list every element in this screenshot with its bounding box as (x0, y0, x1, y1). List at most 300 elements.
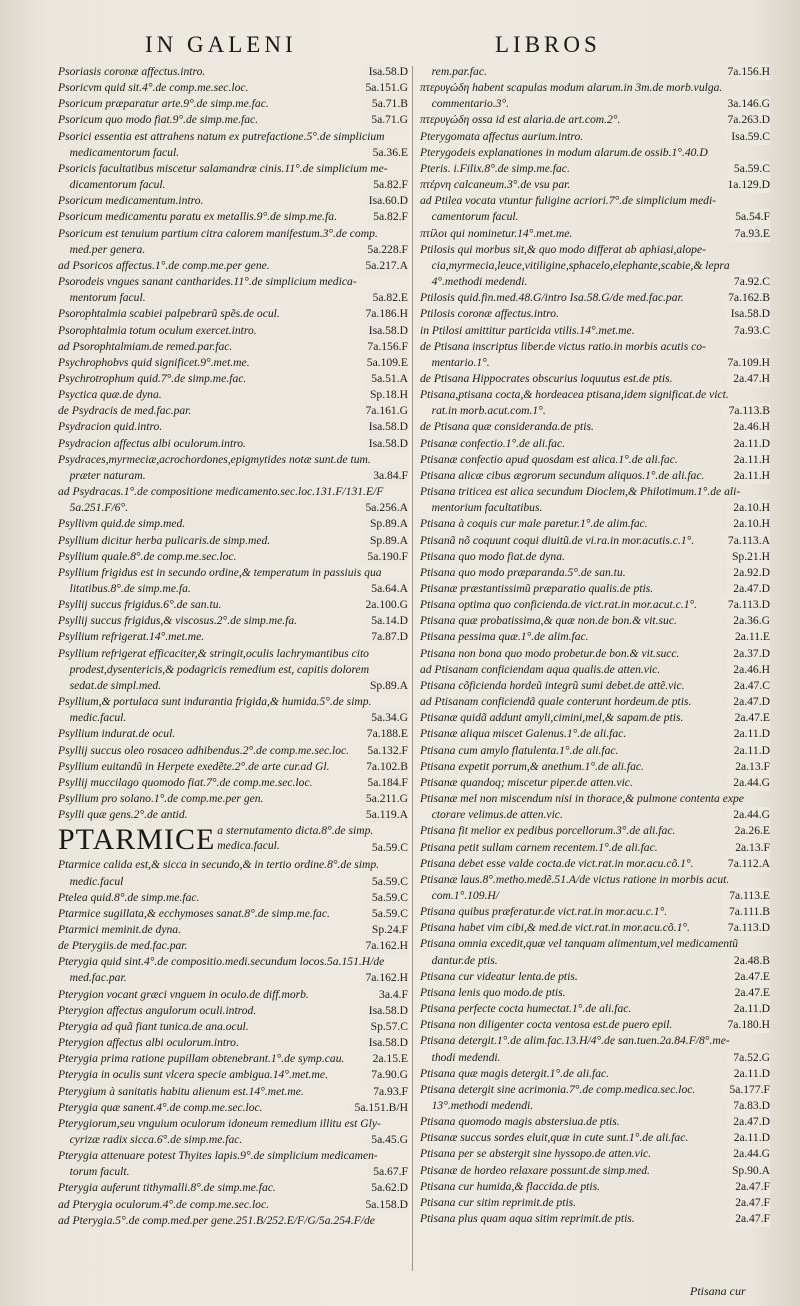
entry-text: Ptisana pessima quæ.1°.de alim.fac. (420, 630, 589, 644)
index-entry (420, 129, 770, 145)
entry-reference: 2a.48.B (728, 953, 770, 969)
entry-text: Psoricum medicamentum.intro. (58, 194, 204, 208)
entry-reference: 2a.44.G (727, 1146, 770, 1162)
index-entry (58, 1084, 408, 1100)
entry-reference: 5a.59.C (728, 161, 770, 177)
entry-reference: 5a.59.C (371, 841, 408, 855)
entry-text: ad Pterygia oculorum.4°.de comp.me.sec.loc. (58, 1197, 270, 1211)
index-entry (420, 436, 770, 452)
index-entry (420, 1163, 770, 1179)
entry-text: sedat.de simpl.med. (58, 678, 162, 692)
entry-reference: 7a.93.F (367, 1084, 408, 1100)
index-entry (58, 484, 408, 500)
entry-reference: 7a.113.B (723, 403, 770, 419)
index-entry (58, 823, 408, 857)
entry-reference: 7a.162.H (359, 938, 408, 954)
index-entry (58, 759, 408, 775)
index-entry (420, 339, 770, 355)
entry-text: Ptisana cur videatur lenta.de ptis. (420, 969, 578, 983)
entry-reference: 5a.59.C (366, 890, 408, 906)
entry-reference: 7a.92.C (728, 274, 770, 290)
index-entry (58, 1100, 408, 1116)
entry-text: de Ptisana Hippocrates obscurius loquutus est.de ptis. (420, 371, 673, 385)
index-entry (420, 1098, 770, 1114)
entry-text: de Ptisana quæ consideranda.de ptis. (420, 420, 594, 434)
index-entry (58, 922, 408, 938)
entry-reference: Isa.59.C (725, 129, 770, 145)
entry-text: Psoriasis coronæ affectus.intro. (58, 65, 206, 78)
index-entry (420, 193, 770, 209)
entry-reference: Isa.58.D (363, 1035, 408, 1051)
entry-text: mentorium facultatibus. (420, 501, 543, 515)
entry-reference: 2a.11.H (728, 468, 770, 484)
entry-text: Ptisana omnia excedit,quæ vel tanquam alimentum,vel medicamentũ (420, 937, 739, 951)
entry-reference: 7a.156.H (721, 64, 770, 80)
index-entry (420, 581, 770, 597)
entry-reference: Isa.58.D (363, 436, 408, 452)
index-entry (58, 226, 408, 242)
entry-text: Psoricis facultatibus miscetur salamandræ cinis.11°.de simplicium me- (58, 161, 388, 175)
index-entry (58, 80, 408, 96)
entry-reference: 2a.10.H (727, 500, 770, 516)
index-entry (420, 484, 770, 500)
entry-text: Psoricum quo modo fiat.9°.de simp.me.fac. (58, 113, 259, 127)
entry-text: Psyctica quæ.de dyna. (58, 388, 162, 402)
index-entry (420, 1001, 770, 1017)
entry-text: Pterygodeis explanationes in modum alarum.de ossib.1°.40.D (420, 145, 708, 159)
entry-text: Ptilosis coronæ affectus.intro. (420, 307, 559, 321)
entry-text: Ptisanæ laus.8°.metho.medẽ.51.A/de victus ratione in morbis acut. (420, 872, 730, 886)
entry-reference: 2a.11.E (729, 629, 770, 645)
entry-reference: 5a.158.D (359, 1197, 408, 1213)
entry-text: mentorum facul. (58, 291, 146, 305)
entry-text: Psyllium euitandũ in Herpete exedẽte.2°.de arte cur.ad Gl. (58, 759, 330, 773)
entry-reference: Sp.89.A (364, 533, 408, 549)
entry-text: Pterygion affectus angulorum oculi.introd. (58, 1003, 257, 1017)
entry-reference: 7a.186.H (359, 306, 408, 322)
entry-text: Ptisana à coquis cur male paretur.1°.de alim.fac. (420, 517, 648, 531)
index-entry (58, 274, 408, 290)
entry-text: Psyllij succus frigidus.6°.de san.tu. (58, 598, 222, 612)
index-entry (420, 710, 770, 726)
entry-text: Psorophtalmia totum oculum exercet.intro. (58, 323, 257, 337)
entry-reference: 5a.67.F (367, 1164, 408, 1180)
entry-text: rem.par.fac. (420, 65, 487, 78)
index-entry (420, 242, 770, 258)
entry-text: Psoricum medicamentu paratu ex metallis.9°.de simp.me.fa. (58, 210, 337, 224)
entry-reference: 5a.184.F (361, 775, 408, 791)
index-entry (58, 1197, 408, 1213)
index-entry (420, 452, 770, 468)
index-entry (420, 1066, 770, 1082)
entry-text: Ptisanæ confectio apud quosdam est alica.1°.de ali.fac. (420, 452, 678, 466)
index-entry (420, 565, 770, 581)
index-entry (58, 500, 408, 516)
entry-text: Psyllium frigidus est in secundo ordine,& temperatum in passiuis qua (58, 565, 382, 579)
entry-text: de Pterygiis.de med.fac.par. (58, 939, 188, 953)
entry-text: Psyllij succus oleo rosaceo adhibendus.2°.de comp.me.sec.loc. (58, 743, 350, 757)
index-entry (58, 1132, 408, 1148)
index-entry (420, 678, 770, 694)
index-entry (420, 840, 770, 856)
entry-reference: 2a.10.H (727, 516, 770, 532)
index-entry (58, 403, 408, 419)
entry-reference: 2a.47.C (728, 678, 770, 694)
entry-reference: 2a.11.D (728, 1001, 770, 1017)
entry-text: Ptisanæ succus sordes eluit,quæ in cute sunt.1°.de ali.fac. (420, 1131, 689, 1145)
entry-reference: 1a.129.D (721, 177, 770, 193)
entry-text: Ptisanæ de hordeo relaxare possunt.de simp.med. (420, 1163, 650, 1177)
index-entry (420, 516, 770, 532)
entry-text: ad Ptisanam conficiendam aqua qualis.de atten.vic. (420, 662, 661, 676)
entry-reference: Isa.58.D (363, 323, 408, 339)
index-entry (420, 694, 770, 710)
index-entry (58, 64, 408, 80)
entry-text: Psorici essentia est attrahens natum ex putrefactione.5°.de simplicium (58, 129, 385, 143)
entry-reference: 7a.162.B (722, 290, 770, 306)
entry-text: Ptisana habet vim cibi,& med.de vict.rat.in mor.acu.cõ.1°. (420, 921, 690, 935)
entry-text: Pterygiorum,seu vnguium oculorum idoneum remedium illitu est Gly- (58, 1116, 381, 1130)
entry-text: Ptisana detergit sine acrimonia.7°.de comp.medica.sec.loc. (420, 1082, 696, 1096)
entry-text: Ptisanæ quandoq; miscetur piper.de atten.vic. (420, 775, 633, 789)
entry-text: Psorodeis vngues sanant cantharides.11°.de simplicium medica- (58, 275, 357, 289)
entry-text: Pterygion affectus albi oculorum.intro. (58, 1036, 239, 1050)
index-entry (420, 371, 770, 387)
entry-reference: 2a.47.E (729, 710, 770, 726)
index-entry (58, 1213, 408, 1229)
entry-reference: 7a.162.H (359, 970, 408, 986)
index-entry (420, 258, 770, 274)
entry-text: Psyllium quale.8°.de comp.me.sec.loc. (58, 549, 237, 563)
entry-reference: Sp.90.A (726, 1163, 770, 1179)
entry-reference: 7a.52.G (727, 1050, 770, 1066)
index-entry (420, 323, 770, 339)
index-entry (420, 387, 770, 403)
entry-reference: Sp.24.F (366, 922, 408, 938)
index-entry (58, 516, 408, 532)
entry-text: Psyllium pro solano.1°.de comp.me.per gen. (58, 792, 264, 806)
entry-text: πτέρνη calcaneum.3°.de vsu par. (420, 178, 571, 192)
entry-text: Ptelea quid.8°.de simp.me.fac. (58, 890, 200, 904)
index-entry (58, 1067, 408, 1083)
entry-reference: 2a.47.F (729, 1179, 770, 1195)
entry-text: πτερυγώδη habent scapulas modum alarum.in 3m.de morb.vulga. (420, 81, 723, 95)
entry-reference: 7a.109.H (721, 355, 770, 371)
entry-text: cia,myrmecia,leuce,vitiligine,sphacelo,elephante,scabie,& lepra (420, 258, 730, 272)
index-entry (420, 807, 770, 823)
entry-text: medica.facul. (217, 839, 280, 853)
index-entry (58, 662, 408, 678)
entry-text: Psyllium refrigerat efficaciter,& stringit,oculis lachrymantibus cito (58, 646, 369, 660)
index-entry (58, 1003, 408, 1019)
index-entry (420, 355, 770, 371)
entry-text: Ptisana quo modo fiat.de dyna. (420, 549, 565, 563)
entry-text: med.per genera. (58, 242, 146, 256)
index-entry (58, 906, 408, 922)
index-entry (58, 290, 408, 306)
entry-reference: 2a.11.D (728, 743, 770, 759)
index-entry (58, 387, 408, 403)
entry-text: cyrizæ radix sicca.6°.de simp.me.fac. (58, 1133, 243, 1146)
entry-reference: 5a.211.G (360, 791, 408, 807)
index-entry (58, 436, 408, 452)
entry-text: Ptisana cur humida,& flaccida.de ptis. (420, 1179, 601, 1193)
entry-reference: 7a.83.D (727, 1098, 770, 1114)
entry-reference: 7a.112.A (722, 856, 770, 872)
entry-reference: Isa.58.D (725, 306, 770, 322)
entry-reference: 5a.82.E (367, 290, 408, 306)
entry-reference: 7a.87.D (365, 629, 408, 645)
entry-reference: 2a.11.D (728, 1130, 770, 1146)
index-entry (58, 242, 408, 258)
entry-reference: Sp.18.H (364, 387, 408, 403)
index-entry (58, 1148, 408, 1164)
index-entry (58, 807, 408, 823)
index-entry (58, 678, 408, 694)
entry-text: Psoricum præparatur arte.9°.de simp.me.fac. (58, 97, 269, 111)
entry-reference: 2a.47.H (727, 371, 770, 387)
entry-text: Psylli quæ gens.2°.de antid. (58, 808, 188, 822)
entry-reference: 7a.188.E (361, 726, 408, 742)
entry-text: Ptilosis quid.fin.med.48.G/intro Isa.58.G/de med.fac.par. (420, 291, 684, 305)
entry-text: litatibus.8°.de simp.me.fa. (58, 582, 191, 595)
entry-text: Ptilosis qui morbus sit,& quo modo differat ab aphiasi,alope- (420, 242, 706, 256)
index-entry (420, 306, 770, 322)
entry-text: Ptarmici meminit.de dyna. (58, 922, 181, 936)
index-entry (420, 226, 770, 242)
entry-text: thodi medendi. (420, 1050, 501, 1064)
entry-reference: 2a.11.D (728, 1066, 770, 1082)
entry-reference: 5a.64.A (365, 581, 408, 597)
index-entry (58, 193, 408, 209)
entry-reference: 2a.13.F (729, 840, 770, 856)
entry-text: Pterygium à sanitatis habitu alienum est.14°.met.me. (58, 1084, 304, 1098)
entry-reference: 5a.62.D (365, 1180, 408, 1196)
entry-text: Psyllivm quid.de simp.med. (58, 517, 186, 531)
entry-reference: 2a.47.E (729, 969, 770, 985)
index-entry (58, 1180, 408, 1196)
entry-reference: 2a.11.D (728, 726, 770, 742)
entry-text: ad Psoricos affectus.1°.de comp.me.per gene. (58, 258, 270, 272)
entry-reference: 7a.263.D (721, 112, 770, 128)
entry-reference: Isa.58.D (363, 419, 408, 435)
entry-text: Ptisana expetit porrum,& anethum.1°.de ali.fac. (420, 759, 644, 773)
index-entry (58, 177, 408, 193)
entry-reference: 5a.34.G (365, 710, 408, 726)
entry-reference: 7a.113.D (722, 597, 770, 613)
entry-text: Psydracion quid.intro. (58, 420, 163, 434)
index-entry (58, 1035, 408, 1051)
index-entry (420, 145, 770, 161)
index-entry (420, 613, 770, 629)
entry-reference: Sp.57.C (365, 1019, 408, 1035)
entry-text: dantur.de ptis. (420, 953, 498, 967)
entry-reference: 5a.71.G (365, 112, 408, 128)
index-entry (58, 339, 408, 355)
entry-reference: 5a.228.F (361, 242, 408, 258)
entry-text: a sternutamento dicta.8°.de simp. (217, 824, 374, 838)
index-entry (420, 872, 770, 888)
entry-text: Ptisanæ præstantissimũ præparatio qualis.de ptis. (420, 582, 654, 595)
entry-reference: 2a.13.F (729, 759, 770, 775)
entry-reference: 5a.45.G (365, 1132, 408, 1148)
entry-reference: 5a.59.C (366, 906, 408, 922)
entry-text: de Ptisana inscriptus liber.de victus ratio.in morbis acutis co- (420, 339, 706, 353)
entry-text: Pterygia quid sint.4°.de compositio.medi.secundum locos.5a.151.H/de (58, 955, 385, 969)
entry-text: Ptisana detergit.1°.de alim.fac.13.H/4°.de san.tuen.2a.84.F/8°.me- (420, 1034, 730, 1048)
entry-text: Ptisana quæ probatissima,& quæ non.de bon.& vit.suc. (420, 614, 677, 628)
entry-text: ad Pterygia.5°.de comp.med.per gene.251.B/252.E/F/G/5a.254.F/de (58, 1213, 375, 1227)
index-entry (58, 938, 408, 954)
index-entry (420, 96, 770, 112)
entry-text: ad Ptilea vocata vtuntur fuligine acriori.7°.de simplicium medi- (420, 194, 717, 208)
entry-reference: 5a.119.A (360, 807, 408, 823)
entry-text: Psoricvm quid sit.4°.de comp.me.sec.loc. (58, 81, 249, 95)
header-left-title: IN GALENI (145, 32, 297, 57)
entry-text: Pterygia in oculis sunt vlcera specie ambigua.14°.met.me. (58, 1068, 328, 1082)
entry-text: Psyllij muccilago quomodo fiat.7°.de comp.me.sec.loc. (58, 775, 313, 789)
index-entry (420, 904, 770, 920)
index-entry (58, 613, 408, 629)
index-entry (58, 209, 408, 225)
entry-reference: 5a.71.B (366, 96, 408, 112)
index-entry (58, 468, 408, 484)
entry-text: Ptarmice calida est,& sicca in secundo,& in tertio ordine.8°.de simp. (58, 858, 380, 872)
index-entry (420, 791, 770, 807)
entry-text: ad Psydracas.1°.de compositione medicamento.sec.loc.131.F/131.E/F (58, 485, 384, 499)
entry-reference: 2a.100.G (359, 597, 408, 613)
entry-reference: 7a.113.A (722, 533, 770, 549)
index-entry (58, 970, 408, 986)
entry-reference: 2a.47.D (727, 694, 770, 710)
entry-reference: 7a.113.D (722, 920, 770, 936)
entry-reference: 5a.132.F (361, 743, 408, 759)
entry-text: Psydracion affectus albi oculorum.intro. (58, 436, 246, 450)
entry-reference: 7a.156.F (361, 339, 408, 355)
index-entry (420, 1114, 770, 1130)
entry-text: Psyllij succus frigidus,& viscosus.2°.de simp.me.fa. (58, 614, 298, 628)
index-entry (420, 1082, 770, 1098)
index-entry (420, 274, 770, 290)
index-entry (58, 96, 408, 112)
entry-text: mentario.1°. (420, 355, 490, 369)
index-entry (58, 857, 408, 873)
entry-text: Ptisana quo modo præparanda.5°.de san.tu. (420, 565, 626, 579)
entry-text: Ptarmice sugillata,& ecchymoses sanat.8°.de simp.me.fac. (58, 906, 330, 920)
index-entry (420, 743, 770, 759)
index-entry (420, 1050, 770, 1066)
entry-reference: 2a.26.E (729, 823, 770, 839)
index-entry (420, 209, 770, 225)
index-entry (58, 323, 408, 339)
entry-text: Ptisanæ confectio.1°.de ali.fac. (420, 436, 566, 450)
index-entry (420, 161, 770, 177)
entry-reference: Sp.89.A (364, 516, 408, 532)
index-entry (420, 1195, 770, 1211)
index-entry (420, 1130, 770, 1146)
entry-text: Ptisana quomodo magis abstersiua.de ptis. (420, 1115, 620, 1129)
index-entry (58, 1051, 408, 1067)
entry-text: Ptisana quæ magis detergit.1°.de ali.fac. (420, 1066, 610, 1080)
entry-text: ad Ptisanam conficiendã quale conterunt hordeum.de ptis. (420, 695, 692, 709)
entry-text: Ptisana cõficienda hordeũ integrũ sumi debet.de attẽ.vic. (420, 678, 685, 692)
entry-text: Ptisanæ quidã addunt amyli,cimini,mel,& sapam.de ptis. (420, 711, 684, 725)
index-entry (420, 823, 770, 839)
index-entry (420, 629, 770, 645)
index-entry (420, 726, 770, 742)
entry-text: Ptisana optima quo conficienda.de vict.rat.in mor.acut.c.1°. (420, 598, 698, 612)
entry-text: Psyllium refrigerat.14°.met.me. (58, 630, 205, 644)
index-entry (58, 355, 408, 371)
index-entry (420, 419, 770, 435)
entry-reference: 5a.82.F (367, 177, 408, 193)
index-entry (420, 985, 770, 1001)
index-entry (58, 775, 408, 791)
entry-text: Ptisana triticea est alica secundum Dioclem,& Philotimum.1°.de ali- (420, 485, 741, 499)
index-entry (58, 258, 408, 274)
entry-reference: 2a.46.H (727, 662, 770, 678)
entry-reference: 2a.47.D (727, 1114, 770, 1130)
entry-text: de Psydracis de med.fac.par. (58, 404, 192, 418)
index-entry (420, 856, 770, 872)
index-entry (420, 597, 770, 613)
index-entry (420, 177, 770, 193)
index-entry (58, 419, 408, 435)
index-entry (58, 954, 408, 970)
entry-text: Psyllium dicitur herba pulicaris.de simp.med. (58, 533, 271, 547)
index-entry (58, 743, 408, 759)
index-entry (58, 112, 408, 128)
entry-reference: 5a.256.A (359, 500, 408, 516)
entry-reference: 7a.102.B (360, 759, 408, 775)
entry-text: Psorophtalmia scabiei palpebrarũ spẽs.de ocul. (58, 307, 280, 321)
entry-reference: 2a.11.D (728, 436, 770, 452)
entry-reference: 2a.11.H (728, 452, 770, 468)
index-entry (58, 987, 408, 1003)
entry-text: Ptisana lenis quo modo.de ptis. (420, 985, 566, 999)
index-entry (420, 1017, 770, 1033)
index-entry (58, 710, 408, 726)
entry-text: ad Psorophtalmiam.de remed.par.fac. (58, 339, 233, 353)
index-entry (58, 533, 408, 549)
entry-text: πτίλοι qui nominetur.14°.met.me. (420, 226, 573, 240)
entry-reference: Sp.89.A (364, 678, 408, 694)
entry-text: 13°.methodi medendi. (420, 1099, 534, 1112)
entry-text: Ptisanæ mel non miscendum nisi in thorace,& pulmone contenta expe (420, 792, 744, 806)
index-entry (420, 468, 770, 484)
index-entry (420, 112, 770, 128)
index-entry (58, 306, 408, 322)
entry-reference: 7a.113.E (723, 888, 770, 904)
index-entry (58, 791, 408, 807)
entry-text: Psyllium indurat.de ocul. (58, 727, 176, 741)
entry-reference: Isa.58.D (363, 1003, 408, 1019)
entry-reference: 5a.54.F (729, 209, 770, 225)
entry-text: Ptisana debet esse valde cocta.de vict.rat.in mor.acu.cõ.1°. (420, 856, 694, 870)
entry-text: Psydraces,myrmeciæ,acrochordones,epigmytides notæ sunt.de tum. (58, 452, 371, 466)
section-initial-word: PTARMICE (58, 823, 216, 857)
index-entry (58, 726, 408, 742)
index-entry (58, 161, 408, 177)
entry-reference: 5a.59.C (366, 874, 408, 890)
index-entry (420, 1033, 770, 1049)
index-entry (420, 888, 770, 904)
entry-reference: 2a.47.D (727, 581, 770, 597)
index-entry (420, 1211, 770, 1227)
entry-text: Ptisana per se abstergit sine hyssopo.de atten.vic. (420, 1147, 652, 1161)
entry-reference: 2a.44.G (727, 807, 770, 823)
entry-text: prodest,dysentericis,& podagricis remedium est, capitis dolorem (58, 662, 370, 676)
